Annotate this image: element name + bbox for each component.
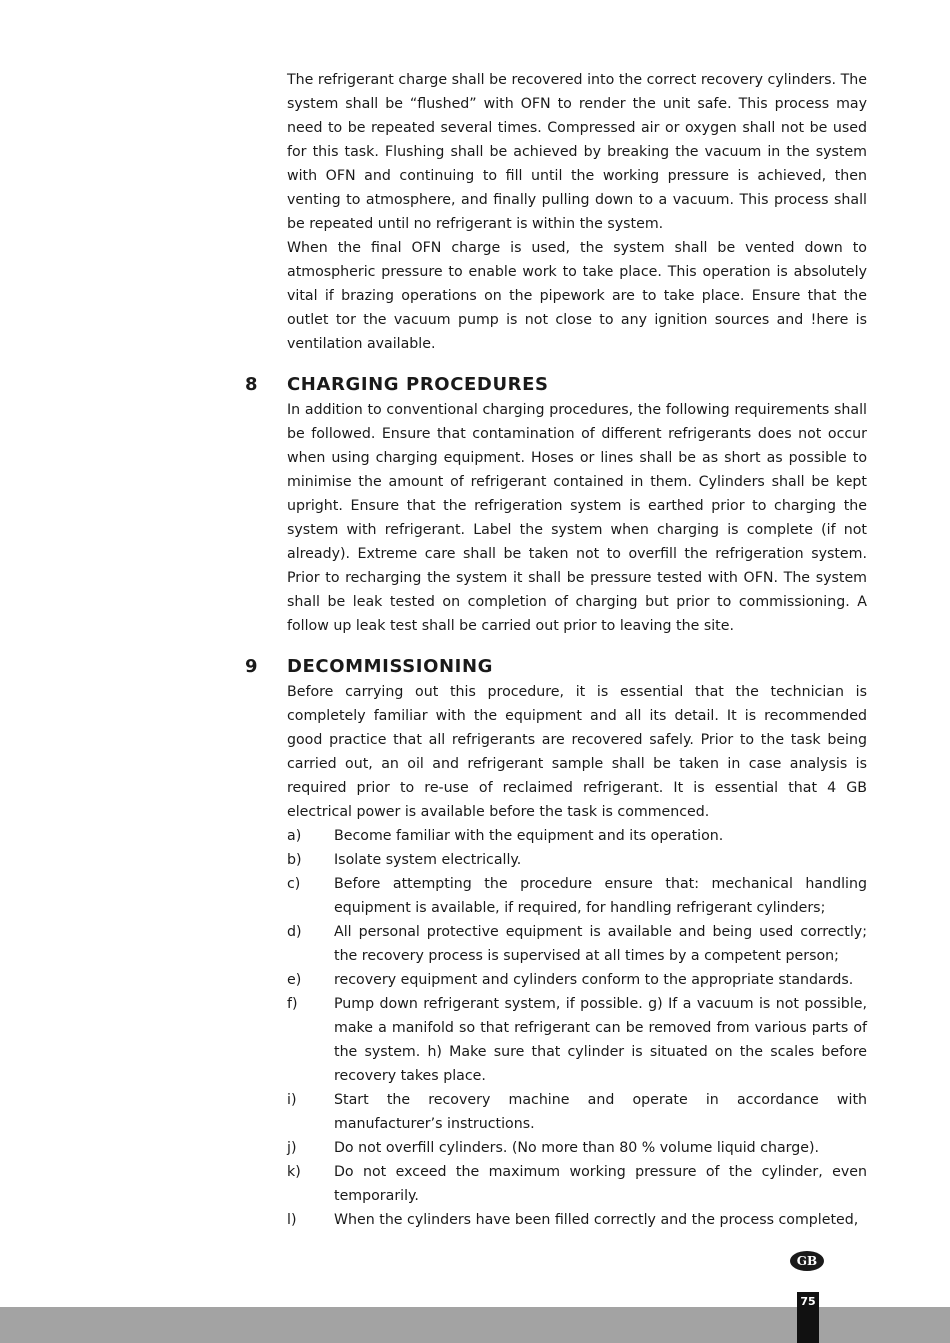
- list-item-letter: f): [287, 996, 298, 1012]
- list-item-text: Pump down refrigerant system, if possible. g) If a vacuum is not possible, make a manifold so that refrigerant can be removed from various parts of the system. h) Make sure that cylinder is situated on the scales before recovery takes place.: [334, 996, 867, 1084]
- section-decommissioning: [245, 654, 867, 1232]
- list-item-text: All personal protective equipment is available and being used correctly; the recovery process is supervised at all times by a competent person;: [334, 924, 867, 964]
- section-body: In addition to conventional charging procedures, the following requirements shall be followed. Ensure that contamination of different refrigerants does not occur when using charging equipment. Hoses or lines shall be as short as possible to minimise the amount of refrigerant contained in them. Cylinders shall be kept upright. Ensure that the refrigeration system is earthed prior to charging the system with refrigerant. Label the system when charging is complete (if not already). Extreme care shall be taken not to overfill the refrigeration system. Prior to recharging the system it shall be pressure tested with OFN. The system shall be leak tested on completion of charging but prior to commissioning. A follow up leak test shall be carried out prior to leaving the site.: [287, 402, 867, 634]
- section-number: 8: [245, 374, 258, 395]
- section-number: 9: [245, 656, 258, 677]
- list-item-letter: d): [287, 924, 302, 940]
- decommissioning-steps-list: [287, 824, 867, 1232]
- language-badge: GB: [790, 1251, 824, 1271]
- list-item: [287, 1160, 867, 1208]
- list-item: [287, 920, 867, 968]
- list-item-text: When the cylinders have been filled correctly and the process completed,: [334, 1212, 859, 1228]
- list-item-text: Do not exceed the maximum working pressure of the cylinder, even temporarily.: [334, 1164, 867, 1204]
- section-body: Before carrying out this procedure, it is essential that the technician is completely familiar with the equipment and all its detail. It is recommended good practice that all refrigerants are recovered safely. Prior to the task being carried out, an oil and refrigerant sample shall be taken in case analysis is required prior to re-use of reclaimed refrigerant. It is essential that 4 GB electrical power is available before the task is commenced.: [287, 684, 867, 820]
- list-item: [287, 1088, 867, 1136]
- section-title: CHARGING PROCEDURES: [287, 374, 549, 395]
- list-item-letter: i): [287, 1092, 297, 1108]
- list-item-letter: j): [287, 1140, 297, 1156]
- list-item-text: Isolate system electrically.: [334, 852, 522, 868]
- page-number: 75: [797, 1292, 819, 1343]
- list-item: [287, 1208, 867, 1232]
- intro-paragraph: When the final OFN charge is used, the system shall be vented down to atmospheric pressure to enable work to take place. This operation is absolutely vital if brazing operations on the pipework are to take place. Ensure that the outlet tor the vacuum pump is not close to any ignition sources and !here is ventilation available.: [287, 240, 867, 352]
- list-item-text: Start the recovery machine and operate in accordance with manufacturer’s instructions.: [334, 1092, 867, 1132]
- list-item-letter: c): [287, 876, 301, 892]
- list-item-letter: l): [287, 1212, 297, 1228]
- list-item-text: recovery equipment and cylinders conform to the appropriate standards.: [334, 972, 854, 988]
- list-item-letter: e): [287, 972, 302, 988]
- list-item: [287, 992, 867, 1088]
- list-item-letter: b): [287, 852, 302, 868]
- list-item-letter: a): [287, 828, 302, 844]
- list-item-letter: k): [287, 1164, 301, 1180]
- section-title: DECOMMISSIONING: [287, 656, 493, 677]
- list-item: [287, 848, 867, 872]
- section-charging-procedures: [245, 372, 867, 638]
- list-item-text: Before attempting the procedure ensure that: mechanical handling equipment is available, if required, for handling refrigerant cylinders;: [334, 876, 867, 916]
- list-item-text: Become familiar with the equipment and its operation.: [334, 828, 724, 844]
- list-item: [287, 1136, 867, 1160]
- intro-paragraph: The refrigerant charge shall be recovered into the correct recovery cylinders. The system shall be “flushed” with OFN to render the unit safe. This process may need to be repeated several times. Compressed air or oxygen shall not be used for this task. Flushing shall be achieved by breaking the vacuum in the system with OFN and continuing to fill until the working pressure is achieved, then venting to atmosphere, and finally pulling down to a vacuum. This process shall be repeated until no refrigerant is within the system.: [287, 72, 867, 232]
- page-content: [245, 68, 867, 1232]
- list-item: [287, 872, 867, 920]
- list-item: [287, 824, 867, 848]
- list-item: [287, 968, 867, 992]
- list-item-text: Do not overfill cylinders. (No more than 80 % volume liquid charge).: [334, 1140, 820, 1156]
